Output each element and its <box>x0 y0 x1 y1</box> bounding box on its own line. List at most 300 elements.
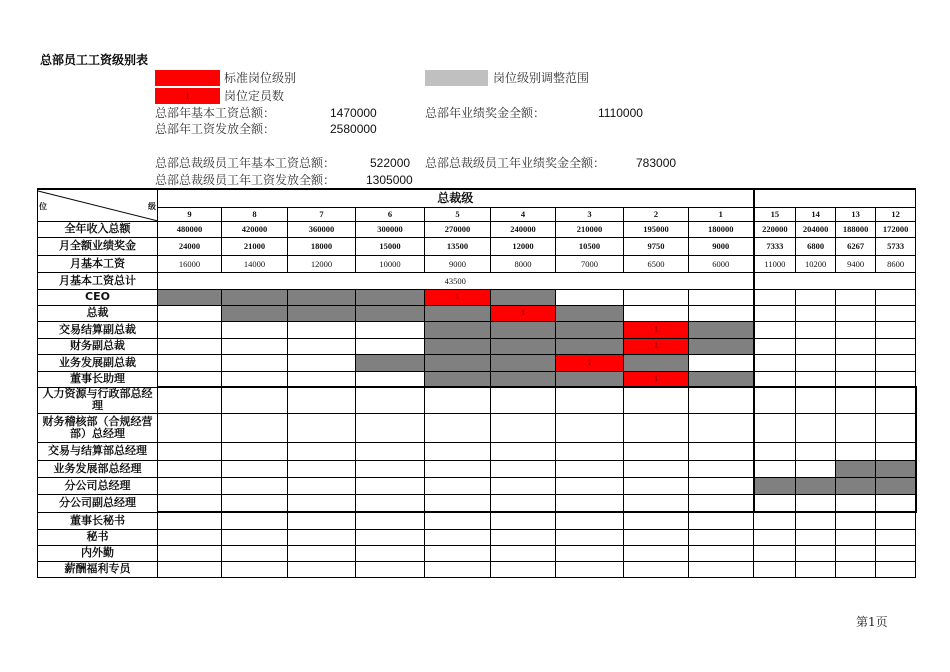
grade-cell <box>158 413 222 442</box>
grade-cell <box>158 460 222 477</box>
grade-cell <box>836 442 876 460</box>
adjust-range-cell <box>491 321 556 338</box>
grade-cell <box>876 338 916 354</box>
position-row <box>38 561 916 577</box>
grade-cell <box>425 512 491 529</box>
exec-base-total-value: 522000 <box>370 156 411 170</box>
grade-cell <box>796 529 836 545</box>
position-label: 内外勤 <box>38 545 158 561</box>
adjust-range-cell <box>491 354 556 371</box>
grade-cell <box>288 512 356 529</box>
adjust-range-cell <box>288 289 356 305</box>
grade-cell <box>876 413 916 442</box>
grade-cell <box>836 545 876 561</box>
pay-value: 360000 <box>288 221 356 237</box>
grade-cell <box>222 460 288 477</box>
position-label: 分公司总经理 <box>38 477 158 494</box>
adjust-range-cell <box>425 354 491 371</box>
grade-cell <box>356 413 425 442</box>
grade-cell <box>796 512 836 529</box>
pay-value: 12000 <box>288 255 356 272</box>
pay-value: 240000 <box>491 221 556 237</box>
page-number: 第1页 <box>856 615 888 629</box>
pay-value: 7333 <box>754 237 796 255</box>
grade-cell <box>754 545 796 561</box>
standard-level-cell: 1 <box>491 305 556 321</box>
adjust-range-cell <box>624 354 689 371</box>
grade-cell <box>288 387 356 413</box>
grade-cell <box>288 338 356 354</box>
grade-cell <box>222 354 288 371</box>
monthly-base-total-row <box>38 272 916 289</box>
grade-cell <box>556 477 624 494</box>
grade-cell <box>624 305 689 321</box>
grade-cell <box>288 561 356 577</box>
grade-cell <box>288 321 356 338</box>
pay-value: 420000 <box>222 221 288 237</box>
grade-cell <box>754 354 796 371</box>
group-header-executive: 总裁级 <box>158 189 754 207</box>
exec-bonus-total-value: 783000 <box>636 156 677 170</box>
grade-cell <box>836 561 876 577</box>
grade-cell <box>689 561 754 577</box>
grade-cell <box>425 387 491 413</box>
grade-cell <box>222 371 288 387</box>
grade-cell <box>689 529 754 545</box>
grade-cell <box>158 371 222 387</box>
adjust-range-cell <box>754 477 796 494</box>
adjust-range-cell <box>356 305 425 321</box>
pay-value: 14000 <box>222 255 288 272</box>
grade-cell <box>158 338 222 354</box>
grade-cell <box>689 289 754 305</box>
grade-cell <box>222 561 288 577</box>
grade-cell <box>624 460 689 477</box>
grade-cell <box>689 305 754 321</box>
exec-payout-total-value: 1305000 <box>366 173 413 187</box>
adjust-range-cell <box>425 371 491 387</box>
corner-level-label: 级 <box>148 202 156 211</box>
standard-level-cell: 1 <box>425 289 491 305</box>
grade-cell <box>754 413 796 442</box>
grade-cell <box>356 460 425 477</box>
grade-cell <box>356 494 425 512</box>
pay-row-label: 全年收入总额 <box>38 221 158 237</box>
legend-headcount-label: 岗位定员数 <box>224 89 285 103</box>
corner-position-label: 位 <box>39 202 47 211</box>
grade-cell <box>836 529 876 545</box>
grade-cell <box>624 477 689 494</box>
grade-cell <box>288 477 356 494</box>
grade-cell <box>158 477 222 494</box>
adjust-range-cell <box>491 338 556 354</box>
position-label: 业务发展副总裁 <box>38 354 158 371</box>
grade-cell <box>158 354 222 371</box>
position-label: 交易结算副总裁 <box>38 321 158 338</box>
grade-cell <box>796 305 836 321</box>
grade-cell <box>624 442 689 460</box>
legend-headcount-swatch: 1 <box>155 88 220 104</box>
grade-cell <box>491 477 556 494</box>
grade-cell <box>624 561 689 577</box>
group-header-other <box>754 189 916 207</box>
pay-value: 6267 <box>836 237 876 255</box>
grade-cell <box>556 529 624 545</box>
standard-level-cell: 1 <box>624 321 689 338</box>
grade-cell <box>222 529 288 545</box>
grade-cell <box>876 545 916 561</box>
adjust-range-cell <box>222 289 288 305</box>
grade-cell <box>876 529 916 545</box>
grade-cell <box>754 529 796 545</box>
grade-cell <box>624 529 689 545</box>
hq-payout-total-value: 2580000 <box>330 122 377 136</box>
pay-row <box>38 221 916 237</box>
pay-value: 15000 <box>356 237 425 255</box>
grade-cell <box>491 561 556 577</box>
grade-cell <box>876 305 916 321</box>
adjust-range-cell <box>689 321 754 338</box>
grade-cell <box>556 387 624 413</box>
pay-value: 180000 <box>689 221 754 237</box>
grade-cell <box>491 545 556 561</box>
grade-cell <box>876 494 916 512</box>
adjust-range-cell <box>689 371 754 387</box>
position-row <box>38 371 916 387</box>
position-label: 总裁 <box>38 305 158 321</box>
adjust-range-cell <box>796 477 836 494</box>
grade-cell <box>491 460 556 477</box>
grade-cell <box>288 371 356 387</box>
level-header: 7 <box>288 207 356 221</box>
hq-base-total-label: 总部年基本工资总额： <box>155 106 276 120</box>
grade-cell <box>158 545 222 561</box>
grade-cell <box>222 494 288 512</box>
position-label: 业务发展部总经理 <box>38 460 158 477</box>
exec-payout-total-label: 总部总裁级员工年工资发放全额： <box>155 173 336 187</box>
adjust-range-cell <box>425 338 491 354</box>
grade-cell <box>556 460 624 477</box>
position-row <box>38 387 916 413</box>
position-label: 董事长秘书 <box>38 512 158 529</box>
adjust-range-cell <box>356 289 425 305</box>
level-header: 2 <box>624 207 689 221</box>
standard-level-cell: 1 <box>624 371 689 387</box>
grade-cell <box>356 338 425 354</box>
position-row <box>38 305 916 321</box>
grade-cell <box>288 529 356 545</box>
grade-cell <box>689 387 754 413</box>
pay-value: 10200 <box>796 255 836 272</box>
grade-cell <box>222 413 288 442</box>
grade-cell <box>689 413 754 442</box>
grade-cell <box>288 354 356 371</box>
grade-cell <box>556 289 624 305</box>
corner-header-cell <box>38 189 158 221</box>
grade-cell <box>836 387 876 413</box>
level-header: 9 <box>158 207 222 221</box>
level-header: 12 <box>876 207 916 221</box>
grade-cell <box>425 460 491 477</box>
adjust-range-cell <box>556 371 624 387</box>
pay-value: 270000 <box>425 221 491 237</box>
adjust-range-cell <box>876 460 916 477</box>
grade-cell <box>356 561 425 577</box>
grade-cell <box>356 321 425 338</box>
grade-cell <box>556 442 624 460</box>
grade-cell <box>754 338 796 354</box>
grade-cell <box>876 442 916 460</box>
position-label: 财务稽核部（合规经营部）总经理 <box>38 413 158 442</box>
grade-cell <box>491 442 556 460</box>
grade-cell <box>222 545 288 561</box>
grade-cell <box>836 321 876 338</box>
grade-cell <box>356 371 425 387</box>
adjust-range-cell <box>491 371 556 387</box>
grade-cell <box>288 494 356 512</box>
grade-cell <box>876 321 916 338</box>
pay-value: 16000 <box>158 255 222 272</box>
pay-value: 8000 <box>491 255 556 272</box>
grade-cell <box>836 289 876 305</box>
grade-cell <box>754 512 796 529</box>
hq-base-total-value: 1470000 <box>330 106 377 120</box>
grade-cell <box>288 545 356 561</box>
adjust-range-cell <box>556 305 624 321</box>
grade-cell <box>836 305 876 321</box>
pay-row-label: 月基本工资 <box>38 255 158 272</box>
pay-value: 9000 <box>425 255 491 272</box>
pay-value: 7000 <box>556 255 624 272</box>
legend-adjust-range-swatch <box>425 70 488 86</box>
grade-cell <box>624 494 689 512</box>
grade-cell <box>491 529 556 545</box>
pay-value: 21000 <box>222 237 288 255</box>
grade-cell <box>836 413 876 442</box>
grade-cell <box>689 512 754 529</box>
grade-cell <box>876 289 916 305</box>
grade-cell <box>689 460 754 477</box>
grade-cell <box>796 354 836 371</box>
legend-adjust-range-label: 岗位级别调整范围 <box>493 71 590 85</box>
grade-cell <box>491 512 556 529</box>
grade-cell <box>796 371 836 387</box>
pay-value: 9400 <box>836 255 876 272</box>
grade-cell <box>222 321 288 338</box>
adjust-range-cell <box>356 354 425 371</box>
grade-cell <box>796 387 836 413</box>
grade-cell <box>425 529 491 545</box>
position-row <box>38 477 916 494</box>
pay-value: 172000 <box>876 221 916 237</box>
grade-cell <box>158 512 222 529</box>
hq-payout-total-label: 总部年工资发放全额： <box>155 122 276 136</box>
hq-bonus-total-value: 1110000 <box>598 106 643 120</box>
corner-diagonal-line <box>38 190 158 221</box>
pay-value: 12000 <box>491 237 556 255</box>
legend-standard-swatch <box>155 70 220 86</box>
pay-value: 13500 <box>425 237 491 255</box>
grade-cell <box>836 371 876 387</box>
grade-cell <box>356 529 425 545</box>
grade-cell <box>796 545 836 561</box>
adjust-range-cell <box>425 305 491 321</box>
level-header: 8 <box>222 207 288 221</box>
grade-cell <box>158 305 222 321</box>
pay-value: 480000 <box>158 221 222 237</box>
position-row <box>38 289 916 305</box>
grade-cell <box>288 413 356 442</box>
level-header: 14 <box>796 207 836 221</box>
position-label: 人力资源与行政部总经理 <box>38 387 158 413</box>
monthly-base-total-label: 月基本工资总计 <box>38 272 158 289</box>
level-header: 6 <box>356 207 425 221</box>
level-header: 1 <box>689 207 754 221</box>
pay-value: 204000 <box>796 221 836 237</box>
grade-cell <box>222 442 288 460</box>
pay-row <box>38 237 916 255</box>
grade-cell <box>158 561 222 577</box>
position-label: 分公司副总经理 <box>38 494 158 512</box>
adjust-range-cell <box>288 305 356 321</box>
adjust-range-cell <box>491 289 556 305</box>
position-label: 交易与结算部总经理 <box>38 442 158 460</box>
pay-value: 210000 <box>556 221 624 237</box>
grade-cell <box>356 442 425 460</box>
grade-cell <box>689 477 754 494</box>
grade-cell <box>796 289 836 305</box>
adjust-range-cell <box>836 460 876 477</box>
pay-value: 11000 <box>754 255 796 272</box>
hq-bonus-total-label: 总部年业绩奖金全额： <box>425 106 546 120</box>
pay-value: 9000 <box>689 237 754 255</box>
grade-cell <box>556 561 624 577</box>
adjust-range-cell <box>425 321 491 338</box>
grade-cell <box>689 545 754 561</box>
grade-cell <box>222 512 288 529</box>
pay-value: 18000 <box>288 237 356 255</box>
grade-cell <box>222 387 288 413</box>
pay-value: 195000 <box>624 221 689 237</box>
grade-cell <box>796 561 836 577</box>
pay-row-label: 月全额业绩奖金 <box>38 237 158 255</box>
position-label: 薪酬福利专员 <box>38 561 158 577</box>
standard-level-cell: 1 <box>624 338 689 354</box>
position-row <box>38 494 916 512</box>
monthly-base-total-value: 43500 <box>158 272 754 289</box>
adjust-range-cell <box>158 289 222 305</box>
position-row <box>38 512 916 529</box>
position-label: 秘书 <box>38 529 158 545</box>
pay-value: 6500 <box>624 255 689 272</box>
grade-cell <box>754 321 796 338</box>
grade-cell <box>689 354 754 371</box>
pay-value: 220000 <box>754 221 796 237</box>
grade-cell <box>836 494 876 512</box>
grade-cell <box>836 512 876 529</box>
monthly-base-total-other <box>754 272 916 289</box>
header-row-group <box>38 189 916 207</box>
position-label: 财务副总裁 <box>38 338 158 354</box>
grade-cell <box>754 387 796 413</box>
grade-cell <box>754 494 796 512</box>
pay-value: 24000 <box>158 237 222 255</box>
grade-cell <box>754 289 796 305</box>
header-row-levels <box>38 207 916 221</box>
grade-cell <box>158 321 222 338</box>
position-row <box>38 545 916 561</box>
grade-cell <box>356 387 425 413</box>
level-header: 3 <box>556 207 624 221</box>
grade-cell <box>836 354 876 371</box>
grade-cell <box>556 545 624 561</box>
pay-row <box>38 255 916 272</box>
pay-value: 6800 <box>796 237 836 255</box>
standard-level-cell: 1 <box>556 354 624 371</box>
pay-value: 300000 <box>356 221 425 237</box>
pay-value: 5733 <box>876 237 916 255</box>
position-row <box>38 338 916 354</box>
grade-cell <box>624 545 689 561</box>
grade-cell <box>425 442 491 460</box>
adjust-range-cell <box>876 477 916 494</box>
salary-grade-table <box>37 188 917 578</box>
adjust-range-cell <box>222 305 288 321</box>
grade-cell <box>222 338 288 354</box>
level-header: 13 <box>836 207 876 221</box>
grade-cell <box>356 512 425 529</box>
grade-cell <box>624 413 689 442</box>
grade-cell <box>689 494 754 512</box>
level-header: 15 <box>754 207 796 221</box>
position-row <box>38 460 916 477</box>
salary-grade-table-body <box>38 189 916 577</box>
grade-cell <box>158 387 222 413</box>
grade-cell <box>796 338 836 354</box>
grade-cell <box>876 371 916 387</box>
level-header: 5 <box>425 207 491 221</box>
exec-bonus-total-label: 总部总裁级员工年业绩奖金全额： <box>425 156 606 170</box>
position-label: CEO <box>38 289 158 305</box>
grade-cell <box>624 289 689 305</box>
grade-cell <box>796 321 836 338</box>
pay-value: 6000 <box>689 255 754 272</box>
level-header: 4 <box>491 207 556 221</box>
grade-cell <box>876 387 916 413</box>
grade-cell <box>836 338 876 354</box>
position-row <box>38 413 916 442</box>
grade-cell <box>356 545 425 561</box>
grade-cell <box>158 442 222 460</box>
grade-cell <box>491 494 556 512</box>
grade-cell <box>796 460 836 477</box>
grade-cell <box>796 442 836 460</box>
grade-cell <box>158 529 222 545</box>
grade-cell <box>425 494 491 512</box>
grade-cell <box>425 413 491 442</box>
grade-cell <box>425 477 491 494</box>
pay-value: 188000 <box>836 221 876 237</box>
pay-value: 10500 <box>556 237 624 255</box>
grade-cell <box>876 512 916 529</box>
grade-cell <box>796 413 836 442</box>
grade-cell <box>425 545 491 561</box>
grade-cell <box>556 413 624 442</box>
grade-cell <box>356 477 425 494</box>
legend-standard-label: 标准岗位级别 <box>224 71 297 85</box>
position-label: 董事长助理 <box>38 371 158 387</box>
grade-cell <box>425 561 491 577</box>
